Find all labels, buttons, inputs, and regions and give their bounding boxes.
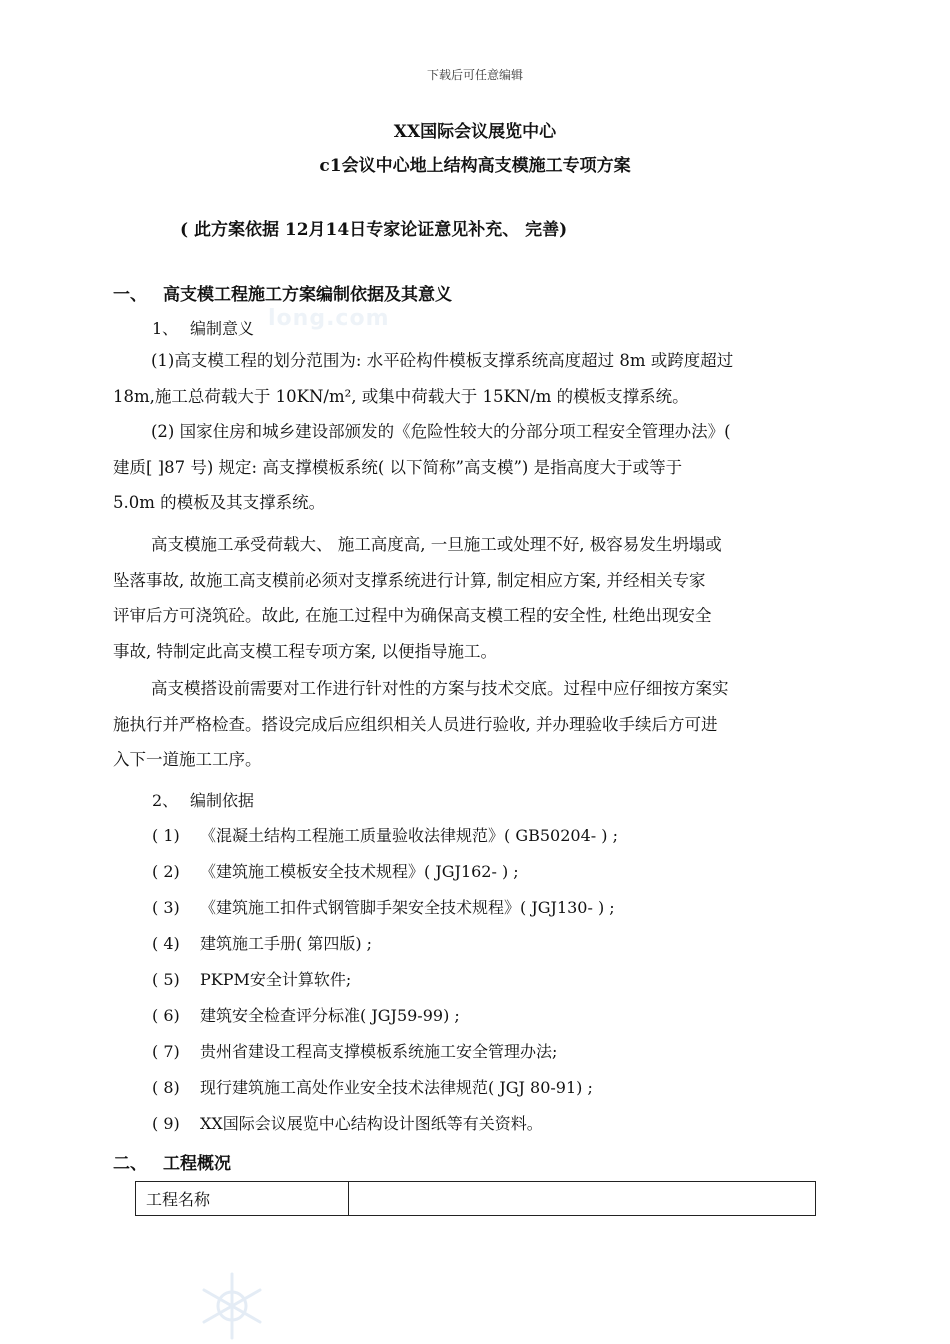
table-cell-value [349, 1182, 816, 1216]
reference-item: ( 2) 《建筑施工模板安全技术规程》( JGJ162- ) ; [152, 862, 519, 881]
document-subtitle-title: c1会议中心地上结构高支模施工专项方案 [319, 156, 631, 176]
section-heading-1 [113, 280, 452, 305]
revision-note: ( 此方案依据 12月14日专家论证意见补充、 完善) [180, 220, 568, 240]
section-title: 工程概况 [163, 1154, 231, 1174]
section-title: 高支模工程施工方案编制依据及其意义 [163, 285, 452, 305]
watermark: long.com [268, 306, 390, 331]
header-note: 下载后可任意编辑 [426, 68, 523, 82]
reference-item: ( 6) 建筑安全检查评分标准( JGJ59-99) ; [152, 1006, 460, 1025]
section-number: 一、 [113, 285, 147, 305]
table-row [136, 1182, 816, 1216]
reference-item: ( 7) 贵州省建设工程高支撑模板系统施工安全管理办法; [152, 1042, 558, 1061]
snowflake-watermark-icon [196, 1270, 268, 1342]
paragraph-scope: (1)高支模工程的划分范围为: 水平砼构件模板支撑系统高度超过 8m 或跨度超过 18m,施工总荷载大于 10KN/m², 或集中荷载大于 15KN/m 的模板支撑系统。 [113, 351, 734, 406]
subsection-heading-1-2: 2、 编制依据 [152, 791, 255, 810]
paragraph-significance: 高支模施工承受荷载大、 施工高度高, 一旦施工或处理不好, 极容易发生坍塌或 坠落事故, 故施工高支模前必须对支撑系统进行计算, 制定相应方案, 并经相关专家 评审后方可浇筑砼。故此, 在施工过程中为确保高支模工程的安全性, 杜绝出现安全 事故, 特制定此高支模工程专项方案, 以便指导施工。 [113, 535, 722, 661]
project-info-table [135, 1181, 816, 1216]
reference-item: ( 1) 《混凝土结构工程施工质量验收法律规范》( GB50204- ) ; [152, 826, 618, 845]
table-cell-label: 工程名称 [136, 1182, 349, 1216]
section-number: 二、 [113, 1154, 147, 1174]
reference-item: ( 3) 《建筑施工扣件式钢管脚手架安全技术规程》( JGJ130- ) ; [152, 898, 615, 917]
paragraph-briefing: 高支模搭设前需要对工作进行针对性的方案与技术交底。过程中应仔细按方案实 施执行并严格检查。搭设完成后应组织相关人员进行验收, 并办理验收手续后方可进 入下一道施工工序。 [113, 679, 729, 769]
reference-item: ( 9) XX国际会议展览中心结构设计图纸等有关资料。 [152, 1114, 543, 1133]
reference-item: ( 4) 建筑施工手册( 第四版) ; [152, 934, 373, 953]
document-title: XX国际会议展览中心 [393, 122, 557, 142]
section-heading-2 [113, 1149, 231, 1174]
paragraph-regulation: (2) 国家住房和城乡建设部颁发的《危险性较大的分部分项工程安全管理办法》( 建质[ ]87 号) 规定: 高支撑模板系统( 以下简称”高支模”) 是指高度大于或等于 5.0m 的模板及其支撑系统。 [113, 422, 731, 512]
reference-item: ( 5) PKPM安全计算软件; [152, 970, 352, 989]
reference-item: ( 8) 现行建筑施工高处作业安全技术法律规范( JGJ 80-91) ; [152, 1078, 593, 1097]
subsection-heading-1-1: 1、 编制意义 [152, 319, 255, 338]
